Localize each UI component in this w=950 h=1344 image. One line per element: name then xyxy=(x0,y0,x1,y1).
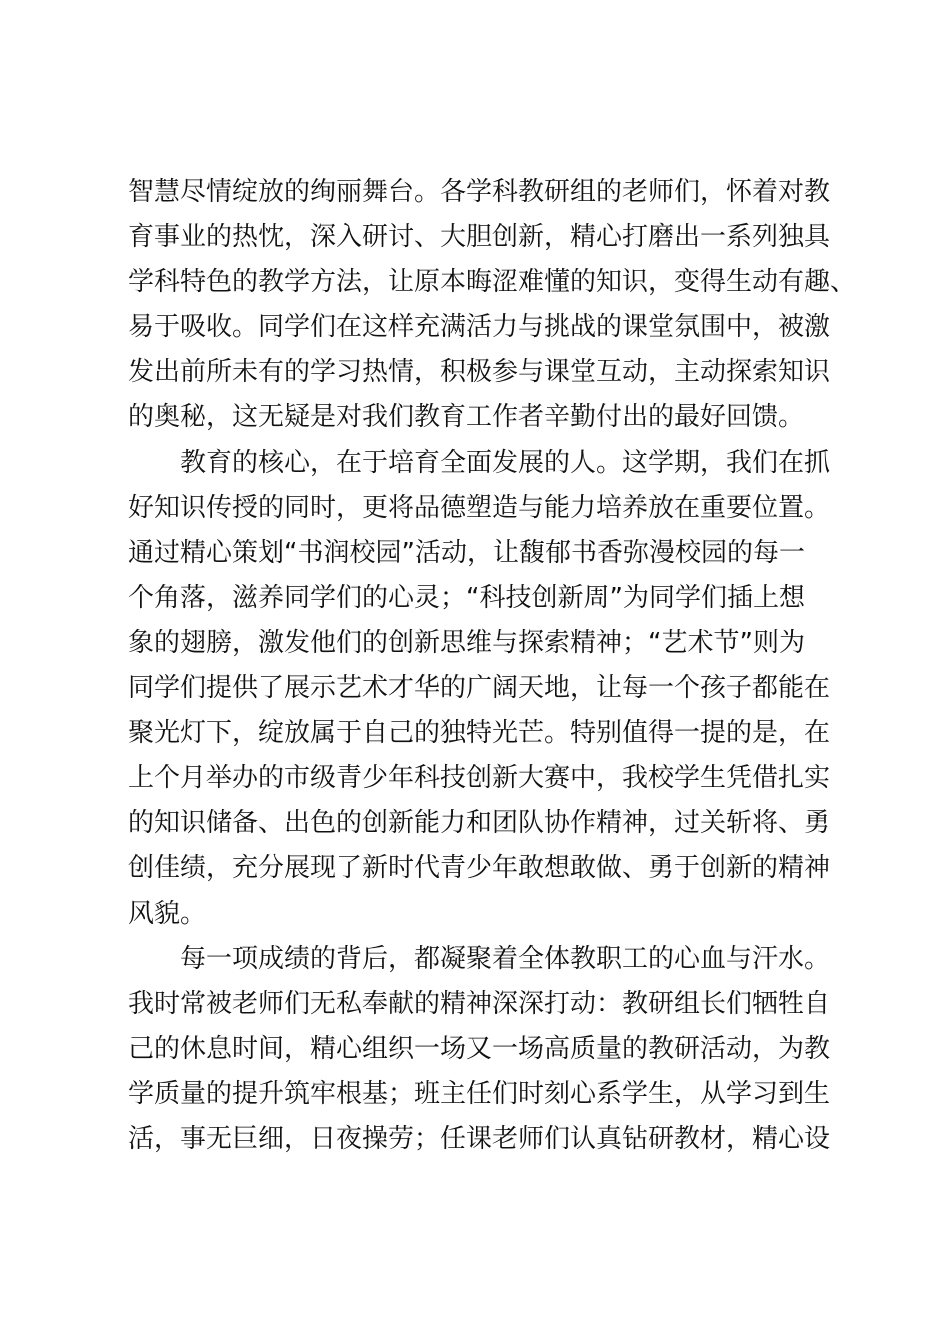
text-line: 通过精心策划“书润校园”活动，让馥郁书香弥漫校园的每一 xyxy=(128,537,805,568)
text-line: 创佳绩，充分展现了新时代青少年敢想敢做、勇于创新的精神 xyxy=(128,853,831,884)
text-line: 发出前所未有的学习热情，积极参与课堂互动，主动探索知识 xyxy=(128,357,831,388)
text-line: 的奥秘，这无疑是对我们教育工作者辛勤付出的最好回馈。 xyxy=(128,402,805,433)
text-line: 育事业的热忱，深入研讨、大胆创新，精心打磨出一系列独具 xyxy=(128,222,831,253)
body-text xyxy=(128,170,857,1162)
text-line: 的知识储备、出色的创新能力和团队协作精神，过关斩将、勇 xyxy=(128,808,831,839)
text-line: 好知识传授的同时，更将品德塑造与能力培养放在重要位置。 xyxy=(128,492,831,523)
text-line: 学质量的提升筑牢根基；班主任们时刻心系学生，从学习到生 xyxy=(128,1078,831,1109)
text-line: 同学们提供了展示艺术才华的广阔天地，让每一个孩子都能在 xyxy=(128,673,831,704)
text-line: 智慧尽情绽放的绚丽舞台。各学科教研组的老师们，怀着对教 xyxy=(128,177,831,207)
text-line: 象的翅膀，激发他们的创新思维与探索精神；“艺术节”则为 xyxy=(128,627,805,658)
paragraph-first-line: 每一项成绩的背后，都凝聚着全体教职工的心血与汗水。 xyxy=(180,943,831,974)
text-line: 风貌。 xyxy=(128,898,207,929)
paragraph-first-line: 教育的核心，在于培育全面发展的人。这学期，我们在抓 xyxy=(180,447,831,478)
text-line: 己的休息时间，精心组织一场又一场高质量的教研活动，为教 xyxy=(128,1033,831,1064)
text-line: 易于吸收。同学们在这样充满活力与挑战的课堂氛围中，被激 xyxy=(128,312,831,343)
text-line: 聚光灯下，绽放属于自己的独特光芒。特别值得一提的是，在 xyxy=(128,718,831,749)
text-line: 上个月举办的市级青少年科技创新大赛中，我校学生凭借扎实 xyxy=(128,763,831,794)
text-line: 学科特色的教学方法，让原本晦涩难懂的知识，变得生动有趣、 xyxy=(128,267,857,298)
text-line: 我时常被老师们无私奉献的精神深深打动：教研组长们牺牲自 xyxy=(128,988,831,1019)
text-line: 活，事无巨细，日夜操劳；任课老师们认真钻研教材，精心设 xyxy=(128,1123,831,1154)
text-line: 个角落，滋养同学们的心灵；“科技创新周”为同学们插上想 xyxy=(128,582,805,613)
